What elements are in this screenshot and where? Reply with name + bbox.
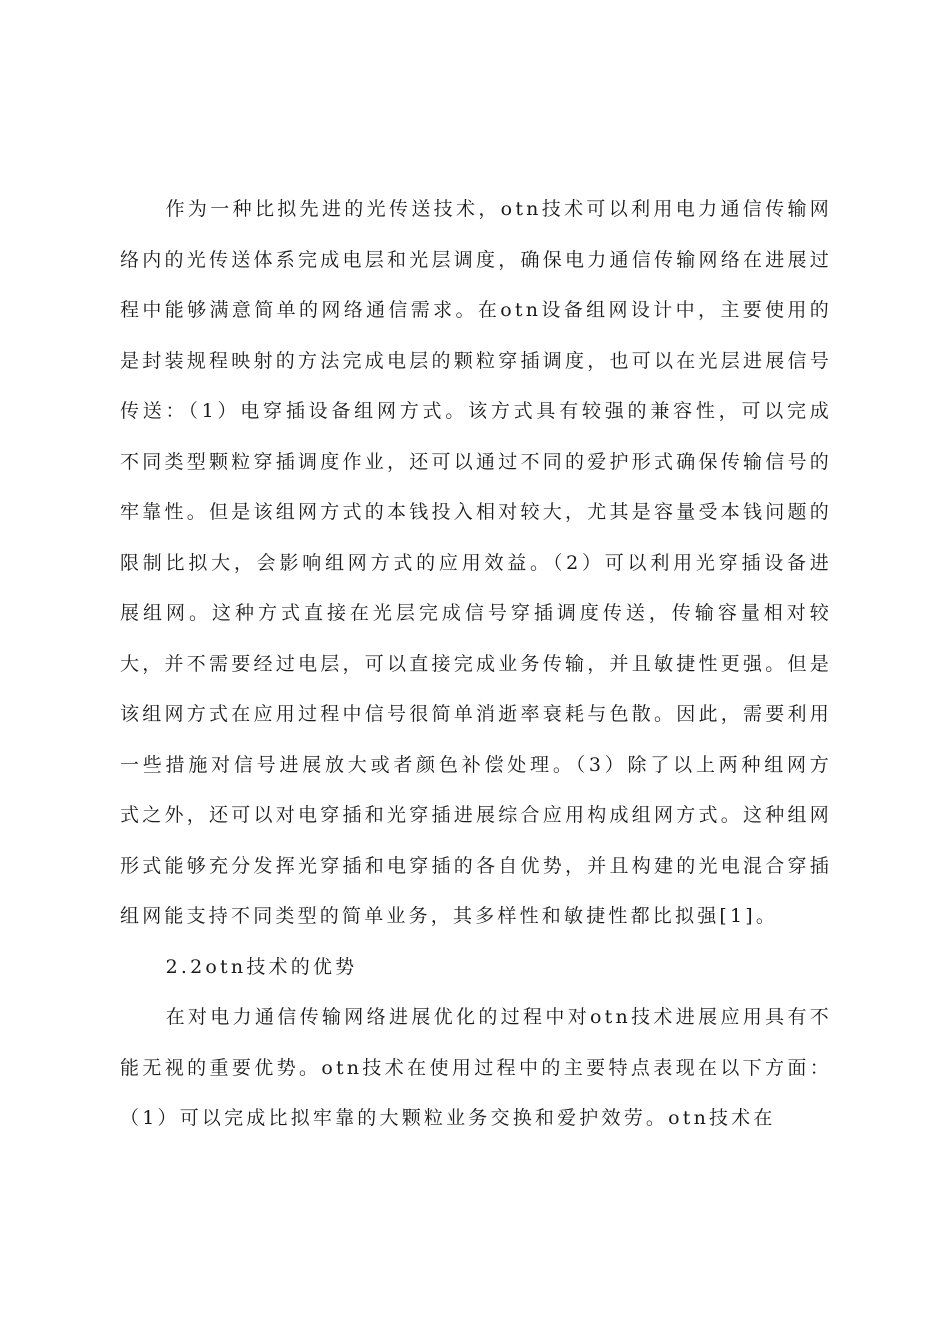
document-page <box>120 184 832 1144</box>
section-heading: 2.2otn技术的优势 <box>165 955 358 978</box>
body-paragraph: 作为一种比拟先进的光传送技术，otn技术可以利用电力通信传输网络内的光传送体系完成电层和光层调度，确保电力通信传输网络在进展过程中能够满意简单的网络通信需求。在otn设备组网设计中，主要使用的是封装规程映射的方法完成电层的颗粒穿插调度，也可以在光层进展信号传送：（1）电穿插设备组网方式。该方式具有较强的兼容性，可以完成不同类型颗粒穿插调度作业，还可以通过不同的爱护形式确保传输信号的牢靠性。但是该组网方式的本钱投入相对较大，尤其是容量受本钱问题的限制比拟大，会影响组网方式的应用效益。（2）可以利用光穿插设备进展组网。这种方式直接在光层完成信号穿插调度传送，传输容量相对较大，并不需要经过电层，可以直接完成业务传输，并且敏捷性更强。但是该组网方式在应用过程中信号很简单消逝率衰耗与色散。因此，需要利用一些措施对信号进展放大或者颜色补偿处理。（3）除了以上两种组网方式之外，还可以对电穿插和光穿插进展综合应用构成组网方式。这种组网形式能够充分发挥光穿插和电穿插的各自优势，并且构建的光电混合穿插组网能支持不同类型的简单业务，其多样性和敏捷性都比拟强[1]。 <box>120 198 832 927</box>
body-paragraph: 在对电力通信传输网络进展优化的过程中对otn技术进展应用具有不能无视的重要优势。otn技术在使用过程中的主要特点表现在以下方面：（1）可以完成比拟牢靠的大颗粒业务交换和爱护效劳。otn技术在 <box>120 1006 832 1129</box>
